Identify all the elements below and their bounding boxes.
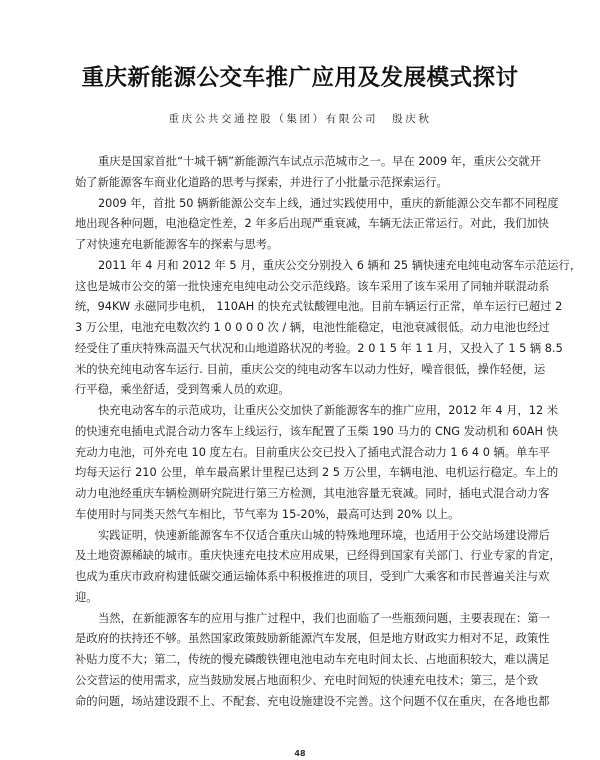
text-line: 2011 年 4 月和 2012 年 5 月，重庆公交分别投入 6 辆和 25 辆快速充电纯电动客车示范运行， bbox=[98, 258, 582, 272]
text-line: 这也是城市公交的第一批快速充电纯电动公交示范线路。该车采用了该车采用了同轴并联混动系 bbox=[75, 279, 550, 293]
text-line: 2009 年，首批 50 辆新能源公交车上线，通过实践使用中，重庆的新能源公交车都不同程度 bbox=[98, 196, 559, 210]
text-line: 米的快充纯电动客车运行. 目前，重庆公交的纯电动客车以动力性好，噪音很低，操作轻便，运 bbox=[75, 362, 546, 376]
text-line: 充动力电池，可外充电 10 度左右。目前重庆公交已投入了插电式混合动力 1 6 4 0 辆。单车平 bbox=[75, 445, 550, 459]
paragraph bbox=[75, 401, 559, 526]
text-line: 实践证明，快速新能源客车不仅适合重庆山城的特殊地理环境，也适用于公交站场建设滞后 bbox=[98, 528, 550, 542]
byline bbox=[0, 111, 600, 126]
article-body bbox=[75, 152, 582, 712]
text-line: 经受住了重庆特殊高温天气状况和山地道路状况的考验。2 0 1 5 年 1 1 月，又投入了 1 5 辆 8.5 bbox=[75, 341, 563, 355]
text-line: 重庆是国家首批“十城千辆”新能源汽车试点示范城市之一。早在 2009 年，重庆公交就开 bbox=[98, 155, 542, 168]
text-line: 车使用时与同类天然气车相比，节气率为 15-20%，最高可达到 20% 以上。 bbox=[75, 507, 460, 521]
paragraph bbox=[75, 609, 550, 713]
text-line: 了对快速充电新能源客车的探索与思考。 bbox=[75, 238, 279, 251]
affiliation: 重庆公共交通控股（集团）有限公司 bbox=[168, 113, 379, 125]
text-line: 地出现各种问题，电池稳定性差，2 年多后出现严重衰减，车辆无法正常运行。对此，我们加快 bbox=[75, 217, 549, 231]
text-line: 及土地资源稀缺的城市。重庆快速充电技术应用成果，已经得到国家有关部门、行业专家的肯定， bbox=[75, 549, 561, 563]
text-line: 命的问题，场站建设跟不上、不配套、充电设施建设不完善。这个问题不仅在重庆，在各地也都 bbox=[75, 694, 550, 708]
text-line: 公交营运的使用需求，应当鼓励发展占地面积少、充电时间短的快速充电技术；第三，是个致 bbox=[75, 673, 539, 687]
page-number: 48 bbox=[294, 749, 306, 758]
text-line: 补贴力度不大；第二，传统的慢充磷酸铁锂电池电动车充电时间太长、占地面积较大，难以满足 bbox=[75, 653, 550, 666]
paragraph bbox=[75, 256, 582, 401]
text-line: 也成为重庆市政府构建低碳交通运输体系中积极推进的项目，受到广大乘客和市民普遍关注与欢 bbox=[75, 570, 550, 583]
text-line: 是政府的扶持还不够。虽然国家政策鼓励新能源汽车发展，但是地方财政实力相对不足，政策性 bbox=[75, 632, 550, 646]
text-line: 行平稳，乘坐舒适，受到驾乘人员的欢迎。 bbox=[75, 383, 290, 397]
text-line: 均每天运行 210 公里，单车最高累计里程已达到 2 5 万公里，车辆电池、电机运行稳定。车上的 bbox=[75, 466, 559, 480]
text-line: 当然，在新能源客车的应用与推广过程中，我们也面临了一些瓶颈问题，主要表现在：第一 bbox=[98, 611, 550, 625]
text-line: 3 万公里，电池充电数次约 1 0 0 0 0 次 / 辆，电池性能稳定，电池衰减很低。动力电池也经过 bbox=[75, 321, 550, 334]
article-title: 重庆新能源公交车推广应用及发展模式探讨 bbox=[81, 65, 519, 91]
text-line: 始了新能源客车商业化道路的思考与探索，并进行了小批量示范探索运行。 bbox=[75, 175, 448, 189]
paragraph bbox=[75, 526, 561, 609]
text-line: 统，94KW 永磁同步电机， 110AH 的快充式钛酸锂电池。目前车辆运行正常，单车运行已超过 2 bbox=[75, 300, 563, 314]
text-line: 的快速充电插电式混合动力客车上线运行，该车配置了玉柴 190 马力的 CNG 发动机和 60AH 快 bbox=[75, 424, 558, 438]
text-line: 动力电池经重庆车辆检测研究院进行第三方检测，其电池容量无衰减。同时，插电式混合动力客 bbox=[75, 487, 550, 500]
text-line: 快充电动客车的示范成功，让重庆公交加快了新能源客车的推广应用，2012 年 4 月，12 米 bbox=[98, 404, 559, 417]
paragraph bbox=[75, 152, 542, 194]
author: 殷庆秋 bbox=[392, 113, 432, 125]
text-line: 迎。 bbox=[75, 590, 98, 604]
paragraph bbox=[75, 194, 559, 256]
